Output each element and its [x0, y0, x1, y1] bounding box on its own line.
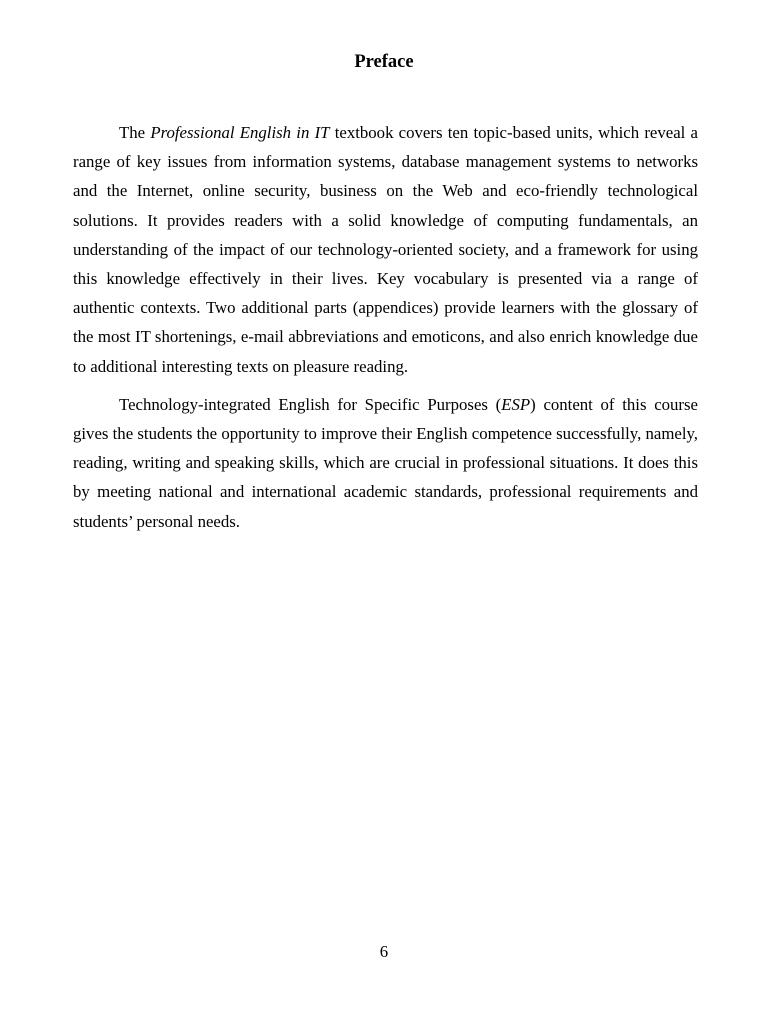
paragraph-1: [73, 118, 698, 381]
paragraph-2-text-b: ) content of this course gives the students the opportunity to improve their English competence successfully, namely, reading, writing and speaking skills, which are crucial in professional situations. It does this by meeting national and international academic standards, professional requirements and students’ personal needs.: [73, 394, 698, 531]
paragraph-2-text-a: Technology-integrated English for Specific Purposes (: [119, 394, 502, 414]
page-number: 6: [379, 942, 389, 961]
preface-body: [73, 118, 698, 536]
paragraph-1-text-b: textbook covers ten topic-based units, which reveal a range of key issues from information systems, database management systems to networks and the Internet, online security, business on the Web and eco-friendly technological solutions. It provides readers with a solid knowledge of computing fundamentals, an understanding of the impact of our technology-oriented society, and a framework for using this knowledge effectively in their lives. Key vocabulary is presented via a range of authentic contexts. Two additional parts (appendices) provide learners with the glossary of the most IT shortenings, e-mail abbreviations and emoticons, and also enrich knowledge due to additional interesting texts on pleasure reading.: [73, 123, 698, 376]
esp-italic: ESP: [501, 394, 531, 414]
book-title-italic: Professional English in IT: [150, 123, 330, 142]
page-title: Preface: [354, 52, 414, 72]
paragraph-2: [73, 390, 698, 536]
paragraph-1-text-a: The: [119, 123, 151, 142]
